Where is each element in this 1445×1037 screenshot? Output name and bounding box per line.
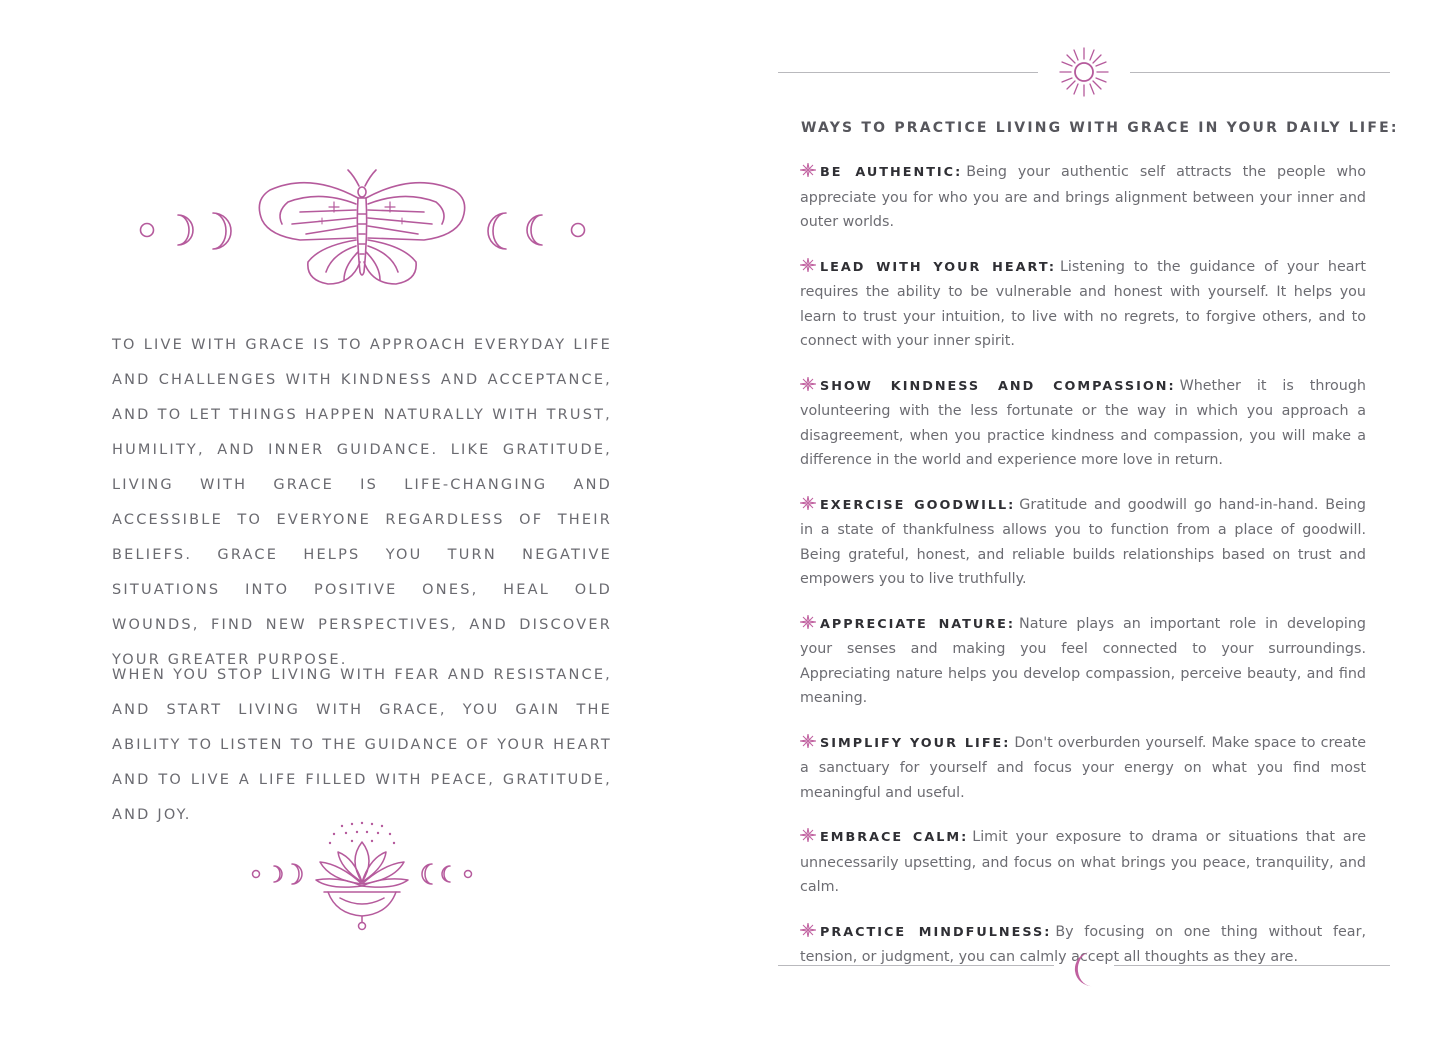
butterfly-with-moon-phases-icon bbox=[130, 162, 594, 292]
sparkle-star-icon bbox=[800, 734, 816, 748]
sparkle-star-icon bbox=[800, 163, 816, 177]
lotus-with-moon-phases-icon bbox=[244, 818, 480, 936]
sparkle-star-icon bbox=[800, 258, 816, 272]
sun-icon bbox=[1058, 46, 1110, 98]
list-item bbox=[800, 731, 1366, 806]
list-item bbox=[800, 493, 1366, 592]
sparkle-star-icon bbox=[800, 496, 816, 510]
item-title: LEAD WITH YOUR HEART: bbox=[820, 259, 1056, 275]
item-title: SIMPLIFY YOUR LIFE: bbox=[820, 735, 1011, 751]
item-title: EXERCISE GOODWILL: bbox=[820, 497, 1016, 513]
item-text: Listening to the guidance of your heart requires the ability to be vulnerable and honest with yourself. It helps you learn to trust your intuition, to live with no regrets, to forgive others, and to connect with your inner spirit. bbox=[800, 258, 1366, 349]
item-text: Whether it is through volunteering with the less fortunate or the way in which you approach a disagreement, when you practice kindness and compassion, you will make a difference in the world and experience more love in return. bbox=[800, 377, 1366, 468]
item-text: Limit your exposure to drama or situations that are unnecessarily upsetting, and focus on what brings you peace, tranquility, and calm. bbox=[800, 829, 1366, 895]
practice-heading: WAYS TO PRACTICE LIVING WITH GRACE IN YOUR DAILY LIFE: bbox=[801, 120, 1399, 136]
sparkle-star-icon bbox=[800, 615, 816, 629]
list-item bbox=[800, 825, 1366, 900]
item-title: BE AUTHENTIC: bbox=[820, 165, 963, 180]
sparkle-star-icon bbox=[800, 828, 816, 842]
item-title: APPRECIATE NATURE: bbox=[820, 616, 1016, 632]
practice-list bbox=[800, 160, 1366, 990]
list-item bbox=[800, 255, 1366, 354]
bottom-rule-left bbox=[778, 965, 1054, 966]
list-item bbox=[800, 160, 1366, 235]
item-text: Nature plays an important role in developing your senses and making you feel connected to your surroundings. Appreciating nature helps you develop compassion, perceive beauty, and find meaning. bbox=[800, 615, 1366, 706]
item-title: PRACTICE MINDFULNESS: bbox=[820, 924, 1052, 940]
bottom-rule-right bbox=[1114, 965, 1390, 966]
closing-paragraph: WHEN YOU STOP LIVING WITH FEAR AND RESISTANCE, AND START LIVING WITH GRACE, YOU GAIN THE ABILITY TO LISTEN TO THE GUIDANCE OF YOUR HEART AND TO LIVE A LIFE FILLED WITH PEACE, GRATITUDE, AND JOY. bbox=[112, 667, 612, 823]
top-rule-left bbox=[778, 72, 1038, 73]
crescent-moon-icon bbox=[1070, 950, 1098, 988]
intro-paragraph: TO LIVE WITH GRACE IS TO APPROACH EVERYDAY LIFE AND CHALLENGES WITH KINDNESS AND ACCEPTANCE, AND TO LET THINGS HAPPEN NATURALLY WITH TRUST, HUMILITY, AND INNER GUIDANCE. LIKE GRATITUDE, LIVING WITH GRACE IS LIFE-CHANGING AND ACCESSIBLE TO EVERYONE REGARDLESS OF THEIR BELIEFS. GRACE HELPS YOU TURN NEGATIVE SITUATIONS INTO POSITIVE ONES, HEAL OLD WOUNDS, FIND NEW PERSPECTIVES, AND DISCOVER YOUR GREATER PURPOSE. bbox=[112, 337, 612, 668]
item-text: Gratitude and goodwill go hand-in-hand. Being in a state of thankfulness allows you to function from a place of goodwill. Being grateful, honest, and reliable builds relationships based on trust and empowers you to live truthfully. bbox=[800, 496, 1366, 587]
item-text: Don't overburden yourself. Make space to create a sanctuary for yourself and focus your energy on what you find most meaningful and useful. bbox=[800, 734, 1366, 801]
sparkle-star-icon bbox=[800, 923, 816, 937]
sparkle-star-icon bbox=[800, 377, 816, 391]
top-rule-right bbox=[1130, 72, 1390, 73]
list-item bbox=[800, 612, 1366, 711]
list-item bbox=[800, 374, 1366, 473]
left-page bbox=[0, 0, 722, 1037]
item-title: SHOW KINDNESS AND COMPASSION: bbox=[820, 378, 1176, 394]
item-title: EMBRACE CALM: bbox=[820, 830, 969, 845]
right-page bbox=[722, 0, 1445, 1037]
item-text: By focusing on one thing without fear, tension, or judgment, you can calmly accept all thoughts as they are. bbox=[800, 923, 1366, 965]
item-text: Being your authentic self attracts the people who appreciate you for who you are and brings alignment between your inner and outer worlds. bbox=[800, 164, 1366, 230]
